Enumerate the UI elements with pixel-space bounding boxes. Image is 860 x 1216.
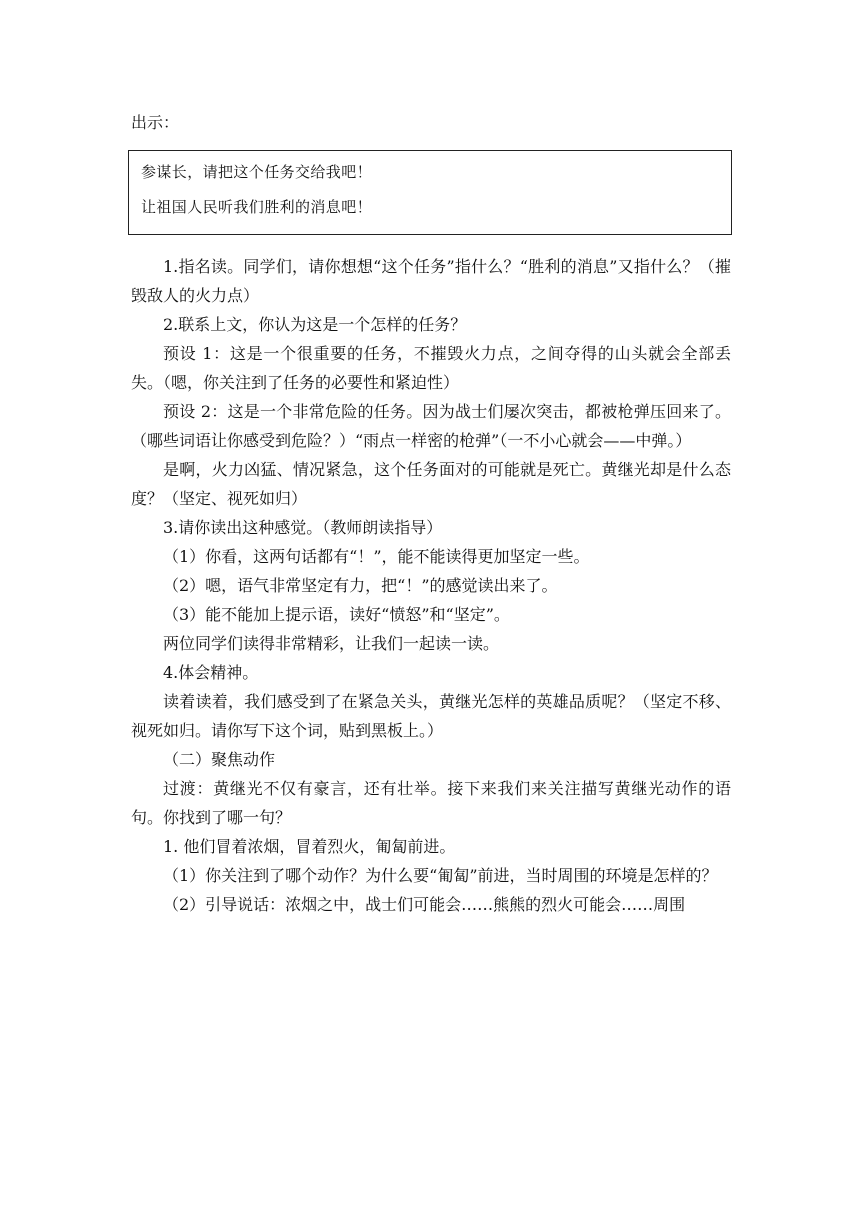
paragraph: 是啊，火力凶猛、情况紧急，这个任务面对的可能就是死亡。黄继光却是什么态度？（坚定、视死如归） xyxy=(131,460,731,508)
paragraph: 1. 他们冒着浓烟，冒着烈火，匍匐前进。 xyxy=(163,837,456,856)
paragraph: 预设 1：这是一个很重要的任务，不摧毁火力点，之间夺得的山头就会全部丢失。（嗯，你关注到了任务的必要性和紧迫性） xyxy=(131,344,731,392)
paragraph: 读着读着，我们感受到了在紧急关头，黄继光怎样的英雄品质呢？（坚定不移、视死如归。请你写下这个词，贴到黑板上。） xyxy=(131,692,731,740)
paragraph: 预设 2：这是一个非常危险的任务。因为战士们屡次突击，都被枪弹压回来了。（哪些词语让你感受到危险？）“雨点一样密的枪弹”（一不小心就会——中弹。） xyxy=(131,402,731,450)
paragraph: （3）能不能加上提示语，读好“愤怒”和“坚定”。 xyxy=(163,605,510,624)
paragraph: （1）你关注到了哪个动作？为什么要“匍匐”前进，当时周围的环境是怎样的？ xyxy=(163,866,718,885)
paragraph: 3.请你读出这种感觉。（教师朗读指导） xyxy=(163,518,443,537)
quote-box xyxy=(128,150,732,235)
paragraph: （2）嗯，语气非常坚定有力，把“！”的感觉读出来了。 xyxy=(163,576,558,595)
quote-line-1: 参谋长，请把这个任务交给我吧！ xyxy=(141,163,373,181)
paragraph: （1）你看，这两句话都有“！”，能不能读得更加坚定一些。 xyxy=(163,547,590,566)
intro-label: 出示： xyxy=(131,113,180,132)
paragraph: 两位同学们读得非常精彩，让我们一起读一读。 xyxy=(163,634,500,653)
paragraph: 2.联系上文，你认为这是一个怎样的任务？ xyxy=(163,315,467,334)
paragraph: 过渡：黄继光不仅有豪言，还有壮举。接下来我们来关注描写黄继光动作的语句。你找到了哪一句？ xyxy=(131,779,731,827)
body-text xyxy=(131,252,731,919)
section-heading: （二）聚焦动作 xyxy=(163,750,276,769)
paragraph: （2）引导说话：浓烟之中，战士们可能会……熊熊的烈火可能会……周围 xyxy=(163,895,686,914)
paragraph: 4.体会精神。 xyxy=(163,663,259,682)
quote-line-2: 让祖国人民听我们胜利的消息吧！ xyxy=(141,198,373,216)
paragraph: 1.指名读。同学们，请你想想“这个任务”指什么？“胜利的消息”又指什么？（摧毁敌人的火力点） xyxy=(131,257,731,305)
